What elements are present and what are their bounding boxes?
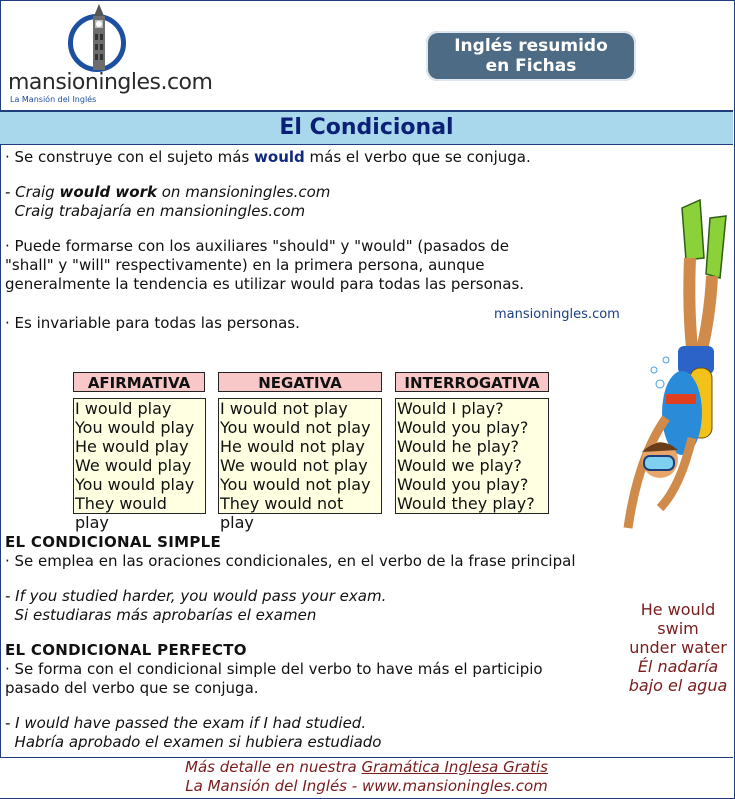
badge-line2: en Fichas	[485, 56, 577, 76]
grammar-link[interactable]: Gramática Inglesa Gratis	[361, 758, 548, 776]
table-header-interrogativa: INTERROGATIVA	[395, 372, 549, 392]
example-1-bold: would work	[59, 183, 157, 201]
table-header-afirmativa: AFIRMATIVA	[73, 372, 205, 392]
intro-p3: · Es invariable para todas las personas.	[5, 314, 300, 332]
example-1	[5, 183, 330, 221]
table-row: They would play	[75, 494, 167, 532]
header-badge	[426, 31, 636, 81]
watermark: mansioningles.com	[494, 307, 620, 322]
caption-es-line2: bajo el agua	[628, 676, 728, 695]
table-row: Would he play?	[397, 437, 519, 456]
table-row: Would I play?	[397, 399, 504, 418]
intro-p1	[5, 148, 531, 167]
simple-example-en: - If you studied harder, you would pass your exam.	[5, 587, 387, 605]
table-afirmativa	[73, 398, 206, 532]
intro-p1-bold: would	[254, 148, 305, 166]
caption-en-line3: under water	[629, 638, 727, 657]
table-row: You would not play	[220, 418, 371, 437]
table-row: He would play	[75, 437, 189, 456]
logo-text[interactable]: mansioningles.com	[8, 70, 213, 95]
intro-p2-line1: · Puede formarse con los auxiliares "should" y "would" (pasados de	[5, 237, 509, 255]
tower-logo-icon	[86, 4, 112, 74]
perfecto-desc	[5, 660, 543, 698]
table-negativa	[218, 398, 382, 532]
diver-illustration-icon	[620, 198, 730, 598]
caption-en-line1: He would	[640, 600, 716, 619]
intro-p1-post: más el verbo que se conjuga.	[304, 148, 531, 166]
intro-p1-pre: · Se construye con el sujeto más	[5, 148, 255, 166]
table-row: I would not play	[220, 399, 348, 418]
table-row: We would play	[75, 456, 192, 475]
caption-en-line2: swim	[657, 619, 699, 638]
intro-p2-line2: "shall" y "will" respectivamente) en la primera persona, aunque	[5, 256, 485, 274]
table-row: Would you play?	[397, 475, 529, 494]
table-header-negativa: NEGATIVA	[218, 372, 382, 392]
footer-line2: La Mansión del Inglés - www.mansioningles.com	[185, 777, 548, 795]
footer-line1	[0, 758, 733, 777]
footer-line1-pre: Más detalle en nuestra	[185, 758, 362, 776]
table-row: He would not play	[220, 437, 365, 456]
table-row: We would not play	[220, 456, 368, 475]
logo-subtitle: La Mansión del Inglés	[10, 95, 97, 104]
perfecto-example-es: Habría aprobado el examen si hubiera estudiado	[5, 733, 382, 751]
example-1-es: Craig trabajaría en mansioningles.com	[5, 202, 306, 220]
table-row: They would not play	[220, 494, 344, 532]
table-row: You would play	[75, 475, 195, 494]
table-row: Would they play?	[397, 494, 535, 513]
page-title: El Condicional	[0, 110, 733, 145]
intro-p2-line3: generalmente la tendencia es utilizar would para todas las personas.	[5, 275, 525, 293]
table-row: Would you play?	[397, 418, 529, 437]
heading-condicional-simple: EL CONDICIONAL SIMPLE	[5, 533, 222, 551]
badge-line1: Inglés resumido	[454, 36, 608, 56]
example-1-post: on mansioningles.com	[156, 183, 331, 201]
perfecto-desc-line2: pasado del verbo que se conjuga.	[5, 679, 259, 697]
simple-example-es: Si estudiaras más aprobarías el examen	[5, 606, 317, 624]
table-row: Would we play?	[397, 456, 522, 475]
example-1-pre: - Craig	[5, 183, 60, 201]
table-row: I would play	[75, 399, 172, 418]
footer	[0, 757, 733, 798]
perfecto-example-en: - I would have passed the exam if I had studied.	[5, 714, 367, 732]
table-row: You would not play	[220, 475, 371, 494]
perfecto-desc-line1: · Se forma con el condicional simple del verbo to have más el participio	[5, 660, 543, 678]
header	[0, 0, 733, 110]
heading-condicional-perfecto: EL CONDICIONAL PERFECTO	[5, 641, 247, 659]
table-interrogativa	[395, 398, 549, 514]
diver-caption	[624, 600, 732, 695]
caption-es-line1: Él nadaría	[637, 657, 719, 676]
table-row: You would play	[75, 418, 195, 437]
intro-p2	[5, 237, 524, 294]
simple-desc: · Se emplea en las oraciones condicionales, en el verbo de la frase principal	[5, 552, 576, 570]
